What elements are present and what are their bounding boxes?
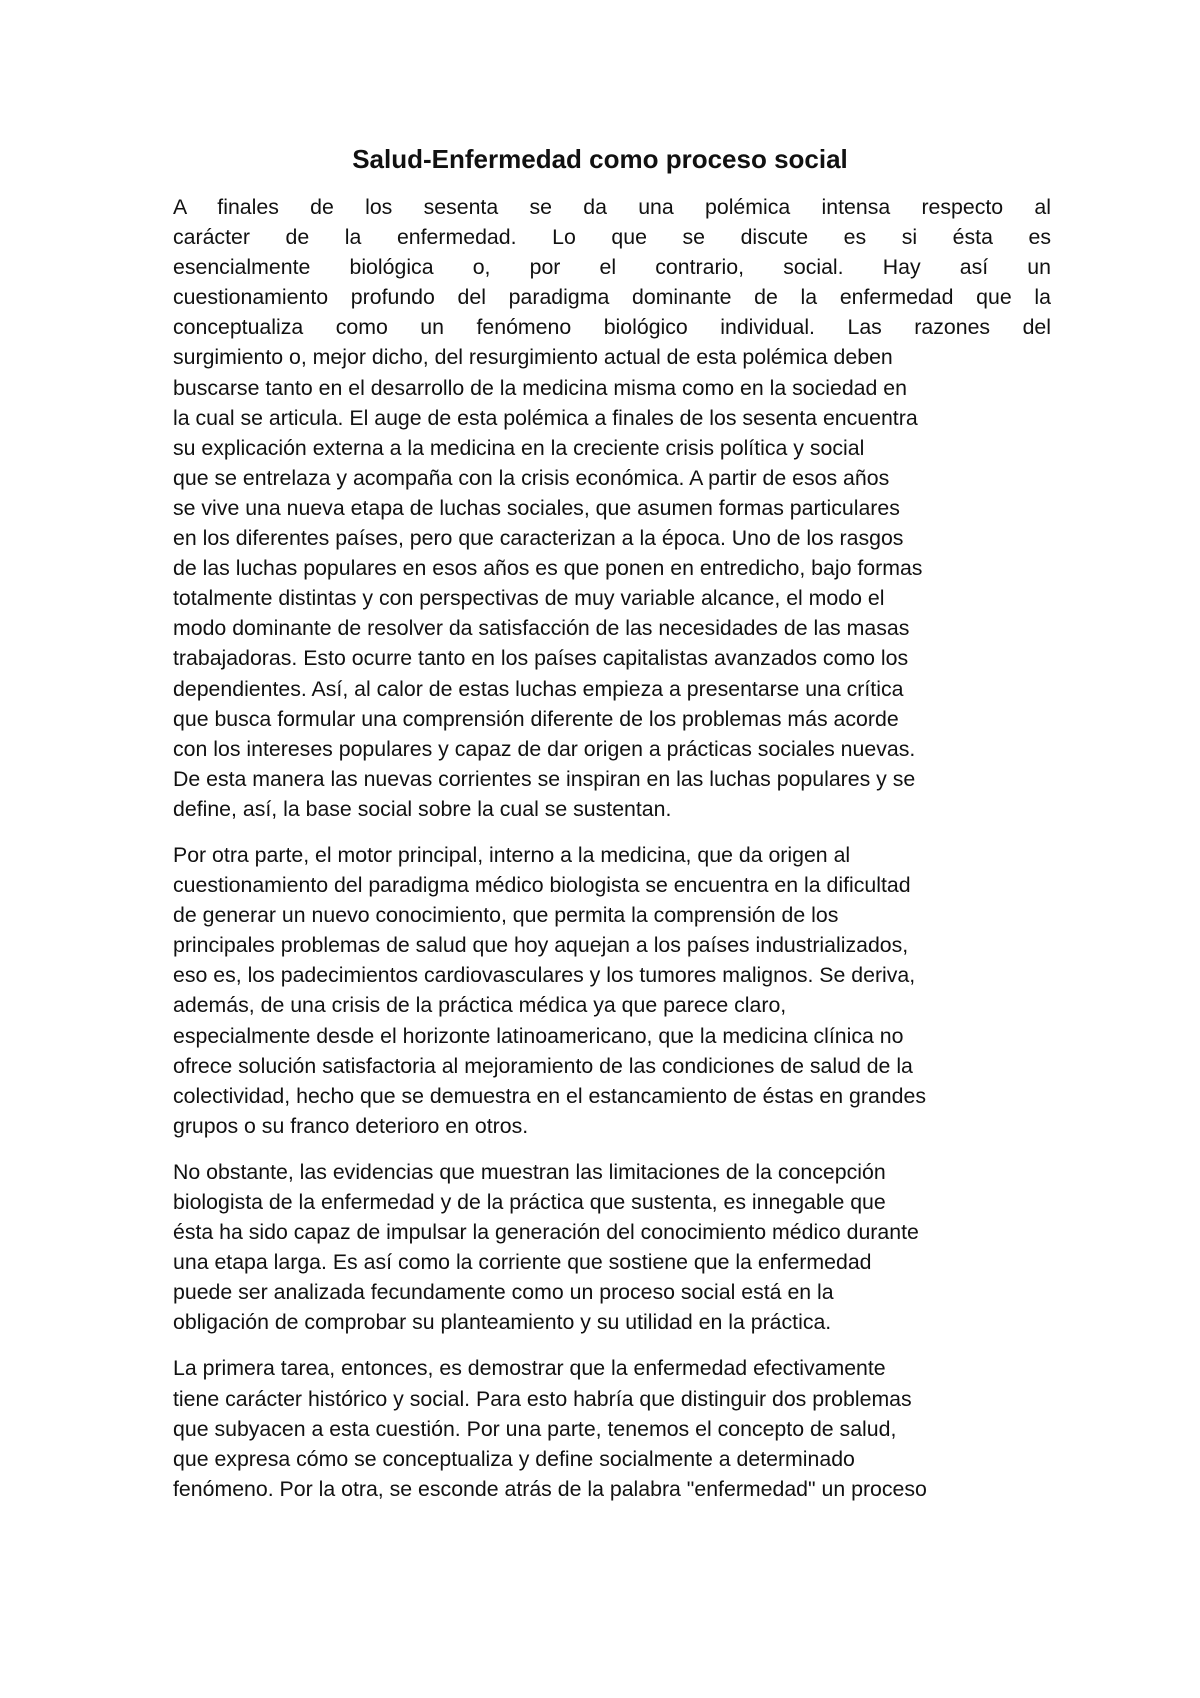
text-line: de generar un nuevo conocimiento, que permita la comprensión de los (173, 903, 839, 928)
text-line: buscarse tanto en el desarrollo de la medicina misma como en la sociedad en (173, 375, 907, 400)
text-line: que busca formular una comprensión diferente de los problemas más acorde (173, 706, 899, 731)
text-line: modo dominante de resolver da satisfacción de las necesidades de las masas (173, 616, 910, 641)
text-line: que se entrelaza y acompaña con la crisis económica. A partir de esos años (173, 465, 890, 490)
paragraph (173, 1353, 1051, 1503)
text-line: la cual se articula. El auge de esta polémica a finales de los sesenta encuentra (173, 405, 918, 430)
text-line: su explicación externa a la medicina en la creciente crisis política y social (173, 435, 865, 460)
paragraph (173, 1157, 1051, 1338)
paragraph (173, 840, 1051, 1141)
document-title: Salud-Enfermedad como proceso social (352, 144, 848, 174)
text-line: cuestionamiento del paradigma médico biologista se encuentra en la dificultad (173, 873, 911, 898)
text-line: surgimiento o, mejor dicho, del resurgimiento actual de esta polémica deben (173, 345, 893, 370)
text-line: trabajadoras. Esto ocurre tanto en los países capitalistas avanzados como los (173, 646, 909, 671)
text-line: ésta ha sido capaz de impulsar la generación del conocimiento médico durante (173, 1220, 919, 1245)
text-line: conceptualiza como un fenómeno biológico individual. Las razones del (173, 315, 1051, 340)
text-line: De esta manera las nuevas corrientes se inspiran en las luchas populares y se (173, 766, 916, 791)
text-line: que expresa cómo se conceptualiza y define socialmente a determinado (173, 1446, 855, 1471)
text-line: tiene carácter histórico y social. Para esto habría que distinguir dos problemas (173, 1386, 912, 1411)
text-line: No obstante, las evidencias que muestran las limitaciones de la concepción (173, 1159, 886, 1184)
paragraph (173, 192, 1051, 824)
text-line: ofrece solución satisfactoria al mejoramiento de las condiciones de salud de la (173, 1053, 913, 1078)
text-line: una etapa larga. Es así como la corriente que sostiene que la enfermedad (173, 1250, 872, 1275)
text-line: de las luchas populares en esos años es que ponen en entredicho, bajo formas (173, 556, 923, 581)
text-line: A finales de los sesenta se da una polémica intensa respecto al (173, 195, 1051, 219)
text-line: que subyacen a esta cuestión. Por una parte, tenemos el concepto de salud, (173, 1416, 897, 1441)
text-line: dependientes. Así, al calor de estas luchas empieza a presentarse una crítica (173, 676, 904, 701)
text-line: eso es, los padecimientos cardiovasculares y los tumores malignos. Se deriva, (173, 963, 916, 988)
text-line: además, de una crisis de la práctica médica ya que parece claro, (173, 993, 787, 1018)
text-line: obligación de comprobar su planteamiento y su utilidad en la práctica. (173, 1310, 832, 1335)
text-line: grupos o su franco deterioro en otros. (173, 1113, 529, 1138)
text-line: Por otra parte, el motor principal, interno a la medicina, que da origen al (173, 842, 851, 867)
text-line: carácter de la enfermedad. Lo que se discute es si ésta es (173, 225, 1051, 250)
text-line: cuestionamiento profundo del paradigma dominante de la enfermedad que la (173, 285, 1051, 310)
text-line: se vive una nueva etapa de luchas sociales, que asumen formas particulares (173, 495, 900, 520)
text-line: con los intereses populares y capaz de dar origen a prácticas sociales nuevas. (173, 736, 916, 761)
text-line: colectividad, hecho que se demuestra en el estancamiento de éstas en grandes (173, 1083, 926, 1108)
text-line: define, así, la base social sobre la cual se sustentan. (173, 796, 672, 821)
text-line: principales problemas de salud que hoy aquejan a los países industrializados, (173, 933, 909, 958)
text-line: biologista de la enfermedad y de la práctica que sustenta, es innegable que (173, 1190, 886, 1214)
text-line: fenómeno. Por la otra, se esconde atrás de la palabra "enfermedad" un proceso (173, 1476, 927, 1501)
text-line: La primera tarea, entonces, es demostrar que la enfermedad efectivamente (173, 1356, 886, 1381)
text-line: esencialmente biológica o, por el contrario, social. Hay así un (173, 255, 1051, 280)
document-body (173, 192, 1051, 1520)
text-line: puede ser analizada fecundamente como un proceso social está en la (173, 1280, 834, 1305)
text-line: en los diferentes países, pero que caracterizan a la época. Uno de los rasgos (173, 526, 904, 551)
text-line: especialmente desde el horizonte latinoamericano, que la medicina clínica no (173, 1023, 904, 1048)
text-line: totalmente distintas y con perspectivas de muy variable alcance, el modo el (173, 586, 885, 611)
